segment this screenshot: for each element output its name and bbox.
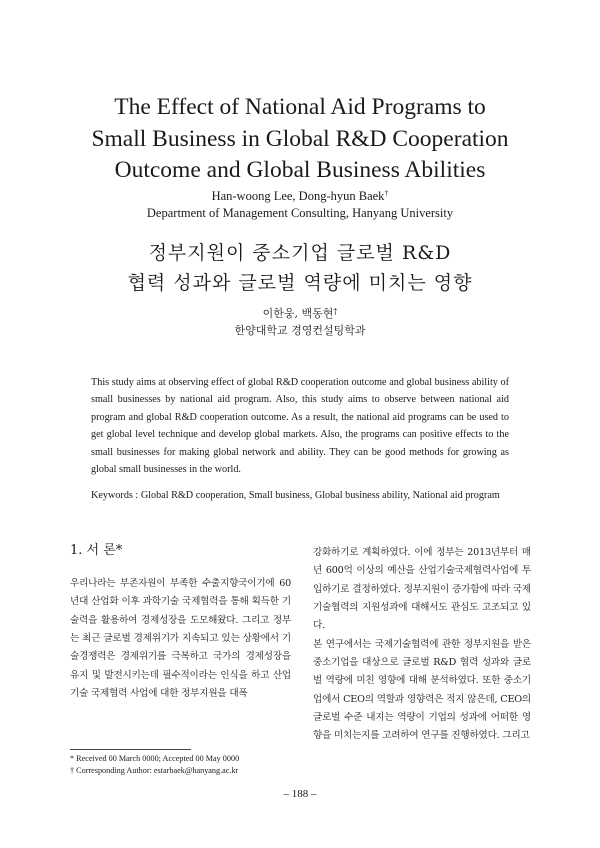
- keywords-text: Global R&D cooperation, Small business, Global business ability, National aid program: [140, 490, 500, 501]
- korean-title-line: 협력 성과와 글로벌 역량에 미치는 영향: [127, 272, 473, 294]
- english-authors: [40, 187, 560, 205]
- korean-authors: [40, 305, 560, 322]
- page-number: – 188 –: [283, 788, 317, 800]
- korean-title: [40, 238, 560, 298]
- body-paragraph: 강화하기로 계획하였다. 이에 정부는 2013년부터 매년 600억 이상의 예산을 산업기술국제협력사업에 투입하기로 결정하였다. 정부지원이 증가함에 따라 국제기술협력의 지원성과에 대해서도 관심도 고조되고 있다.: [313, 547, 531, 632]
- english-title-line: Small Business in Global R&D Cooperation: [91, 125, 509, 152]
- left-column: [70, 575, 291, 703]
- right-column: [313, 544, 531, 746]
- footnote-divider: [70, 749, 191, 750]
- footnotes: [70, 753, 300, 777]
- section-footnote-mark: *: [115, 543, 123, 558]
- corresponding-footnote: † Corresponding Author: estarbaek@hanyang.ac.kr: [70, 766, 239, 775]
- english-title-line: Outcome and Global Business Abilities: [114, 157, 486, 183]
- keywords: [91, 487, 509, 504]
- korean-corresponding-author-mark: †: [333, 307, 338, 316]
- english-title-line: The Effect of National Aid Programs to: [114, 94, 486, 120]
- corresponding-author-mark: †: [384, 189, 389, 198]
- section-title: 서 론: [86, 543, 116, 558]
- korean-title-line: 정부지원이 중소기업 글로벌 R&D: [148, 242, 452, 264]
- english-affiliation: Department of Management Consulting, Hanyang University: [146, 206, 454, 220]
- english-author-names: Han-woong Lee, Dong-hyun Baek: [211, 189, 385, 203]
- korean-affiliation: 한양대학교 경영컨설팅학과: [234, 324, 366, 337]
- body-paragraph: 본 연구에서는 국제기술협력에 관한 정부지원을 받은 중소기업을 대상으로 글로벌 R&D 협력 성과와 글로벌 역량에 미친 영향에 대해 분석하였다. 또한 중소기업에서 CEO의 역할과 영향력은 적지 않은데, CEO의 글로벌 수준 내지는 역량이 기업의 성과에 어떠한 영향을 미치는지를 고려하여 연구를 진행하였다. 그리고: [313, 638, 531, 742]
- received-footnote: * Received 00 March 0000; Accepted 00 May 0000: [70, 754, 240, 763]
- abstract: This study aims at observing effect of global R&D cooperation outcome and global business ability of small businesses by national aid program. Also, this study aims to observe between national aid program and global R&D cooperation outcome. As a result, the national aid programs can be used to get global level technique and develop global markets. Also, the programs can positive effects to the small businesses for making global network and ability. They can be good methods for growing as global small businesses in the world.: [91, 377, 509, 476]
- body-paragraph: 우리나라는 부존자원이 부족한 수출지향국이기에 60년대 산업화 이후 과학기술 국제협력을 통해 획득한 기술력을 활용하여 경제성장을 도모해왔다. 그리고 정부는 최근 글로벌 경제위기가 지속되고 있는 상황에서 기술경쟁력은 경제위기를 극복하고 국가의 경제성장을 유지 및 발전시키는데 필수적이라는 인식을 하고 산업기술 국제협력 사업에 대한 정부지원을 대폭: [70, 578, 291, 700]
- section-number: 1.: [70, 543, 83, 558]
- korean-author-names: 이한웅, 백동현: [262, 307, 334, 320]
- keywords-label: Keywords :: [91, 490, 141, 501]
- section-heading: [70, 542, 122, 560]
- english-title: [40, 92, 560, 187]
